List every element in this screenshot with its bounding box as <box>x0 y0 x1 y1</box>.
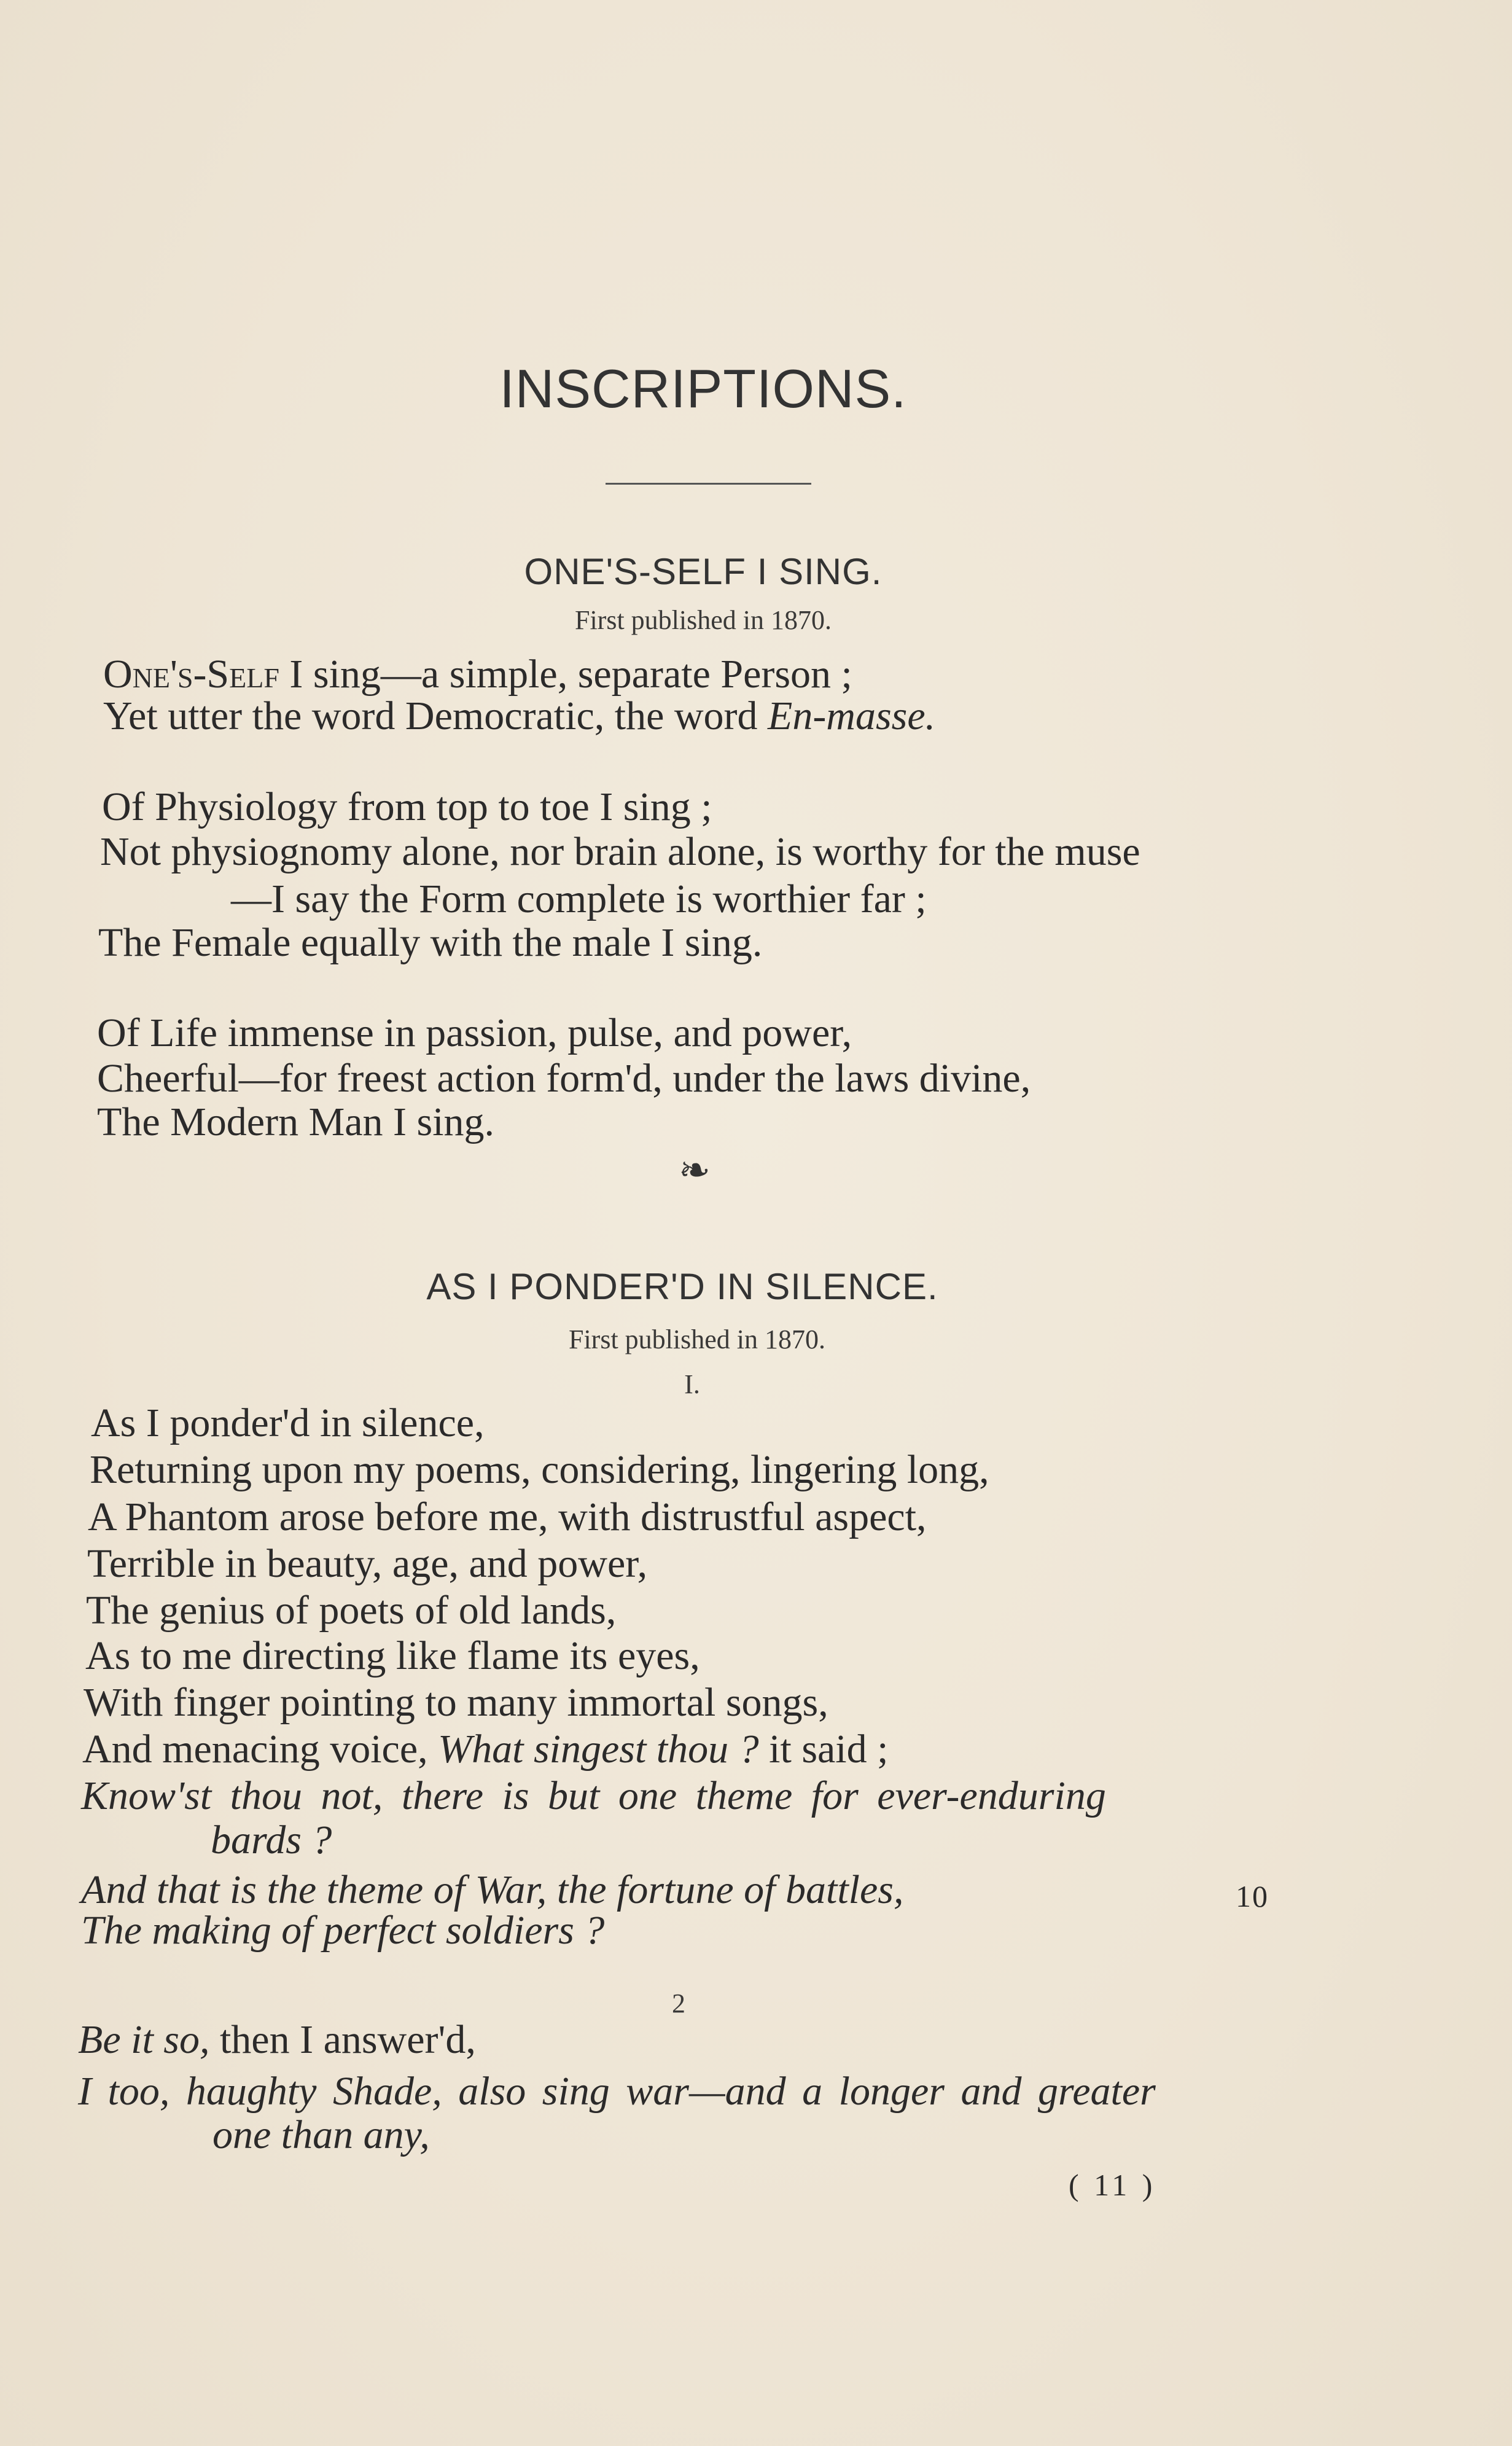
line-text: I sing—a simple, separate Person ; <box>279 652 852 697</box>
poem-line: The Modern Man I sing. <box>97 1100 495 1144</box>
line-text: then I answer'd, <box>209 2017 476 2062</box>
line-number: 10 <box>1236 1879 1269 1913</box>
poem-line: Of Physiology from top to toe I sing ; <box>102 784 712 829</box>
section-number: I. <box>684 1369 700 1399</box>
fleuron-icon: ❧ <box>679 1150 711 1192</box>
poem-title: ONE'S-SELF I SING. <box>524 551 883 592</box>
poem-line: Returning upon my poems, considering, lingering long, <box>90 1447 989 1492</box>
section-number: 2 <box>672 1988 685 2018</box>
poem-line: A Phantom arose before me, with distrustful aspect, <box>88 1495 927 1539</box>
poem-line: The making of perfect soldiers ? <box>81 1908 605 1953</box>
line-text: it said ; <box>758 1727 889 1772</box>
poem-line: The Female equally with the male I sing. <box>98 920 763 965</box>
poem-line: I too, haughty Shade, also sing war—and a longer and greater <box>78 2069 1156 2114</box>
poem-line: And that is the theme of War, the fortune of battles, <box>81 1867 904 1912</box>
small-caps-text: One's-Self <box>103 652 279 697</box>
poem-line: As to me directing like flame its eyes, <box>85 1633 700 1678</box>
line-text: Yet utter the word Democratic, the word <box>103 694 768 738</box>
italic-text: What singest thou ? <box>438 1727 759 1772</box>
poem-line: Cheerful—for freest action form'd, under the laws divine, <box>97 1056 1031 1101</box>
poem-line: bards ? <box>211 1818 332 1862</box>
section-title: INSCRIPTIONS. <box>499 358 907 419</box>
poem-line: With finger pointing to many immortal songs, <box>84 1680 828 1725</box>
line-text: And menacing voice, <box>82 1727 438 1772</box>
page-number: ( 11 ) <box>1069 2168 1156 2202</box>
poem-line: Terrible in beauty, age, and power, <box>87 1541 648 1586</box>
poem-line: —I say the Form complete is worthier far ; <box>231 877 927 921</box>
poem-line <box>103 654 852 695</box>
poem-line: Not physiognomy alone, nor brain alone, is worthy for the muse <box>100 829 1140 874</box>
poem-line <box>103 696 935 737</box>
poem-line: Of Life immense in passion, pulse, and power, <box>97 1010 852 1055</box>
poem-title: AS I PONDER'D IN SILENCE. <box>426 1266 938 1307</box>
publication-note: First published in 1870. <box>568 1324 826 1354</box>
poem-line: The genius of poets of old lands, <box>86 1588 617 1633</box>
poem-line <box>78 2017 476 2062</box>
poem-line: one than any, <box>212 2112 430 2157</box>
title-rule <box>606 483 811 485</box>
poem-line: Know'st thou not, there is but one theme for ever-enduring <box>81 1773 1106 1818</box>
italic-text: En-masse. <box>768 694 936 738</box>
italic-text: Be it so, <box>78 2017 210 2062</box>
poem-line <box>82 1729 888 1770</box>
publication-note: First published in 1870. <box>574 605 832 635</box>
poem-line: As I ponder'd in silence, <box>91 1401 485 1445</box>
